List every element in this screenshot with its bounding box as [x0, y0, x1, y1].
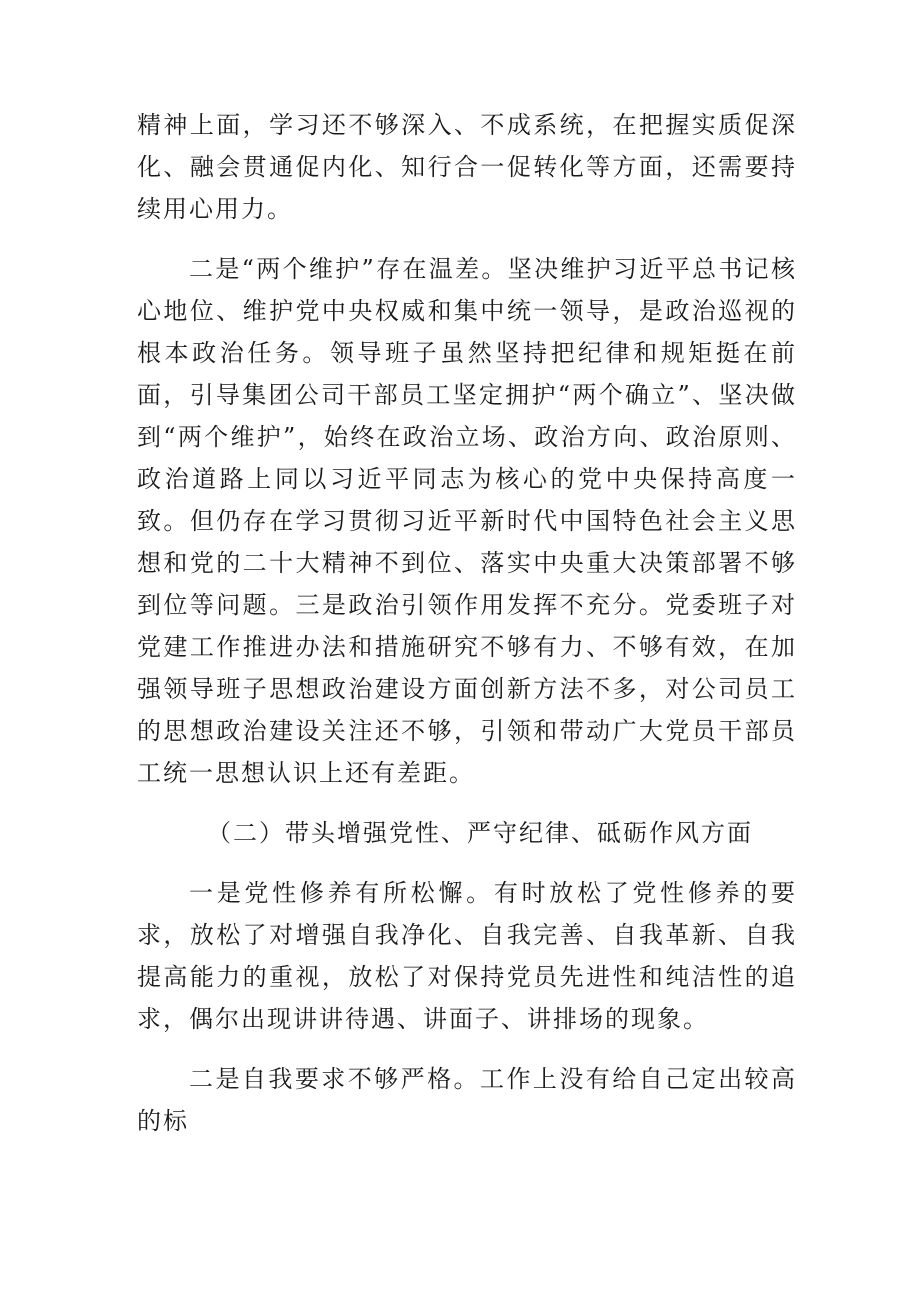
- paragraph-party-spirit: 一是党性修养有所松懈。有时放松了党性修养的要求，放松了对增强自我净化、自我完善、自我革新、自我提高能力的重视，放松了对保持党员先进性和纯洁性的追求，偶尔出现讲讲待遇、讲面子、讲排场的现象。: [137, 879, 797, 1033]
- paragraph-two-safeguards: 二是“两个维护”存在温差。坚决维护习近平总书记核心地位、维护党中央权威和集中统一领导，是政治巡视的根本政治任务。领导班子虽然坚持把纪律和规矩挺在前面，引导集团公司干部员工坚定拥护“两个确立”、坚决做到“两个维护”，始终在政治立场、政治方向、政治原则、政治道路上同以习近平同志为核心的党中央保持高度一致。但仍存在学习贯彻习近平新时代中国特色社会主义思想和党的二十大精神不到位、落实中央重大决策部署不够到位等问题。三是政治引领作用发挥不充分。党委班子对党建工作推进办法和措施研究不够有力、不够有效，在加强领导班子思想政治建设方面创新方法不多，对公司员工的思想政治建设关注还不够，引领和带动广大党员干部员工统一思想认识上还有差距。: [137, 255, 797, 787]
- section-heading: （二）带头增强党性、严守纪律、砥砺作风方面: [207, 819, 753, 847]
- paragraph-self-discipline: 二是自我要求不够严格。工作上没有给自己定出较高的标: [137, 1065, 797, 1135]
- document-body: [137, 104, 797, 1160]
- paragraph-continuation: 精神上面，学习还不够深入、不成系统，在把握实质促深化、融会贯通促内化、知行合一促转化等方面，还需要持续用心用力。: [137, 111, 797, 223]
